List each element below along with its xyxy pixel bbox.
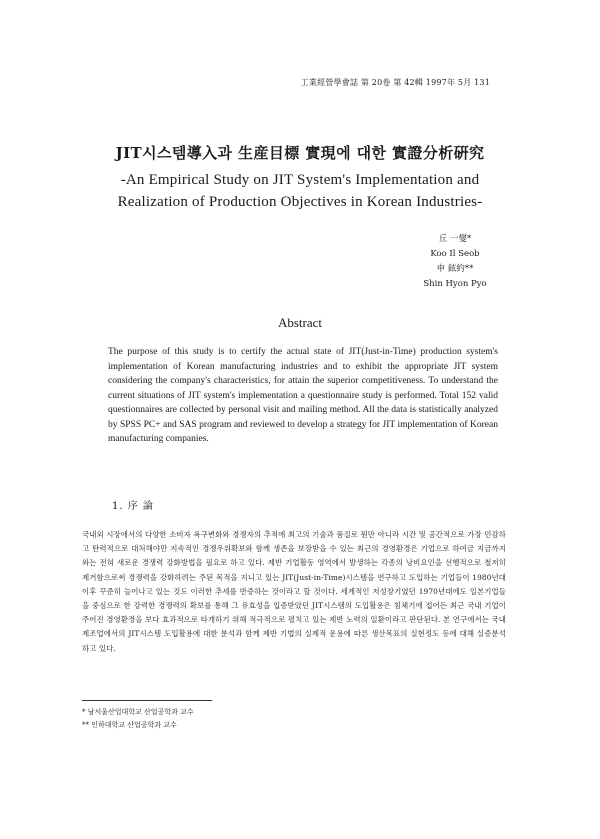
footnotes: [82, 706, 382, 732]
running-header: 工業經營學會誌 第 20卷 第 42輯 1997年 5月 131: [300, 78, 490, 87]
footnote-1: * 남서울산업대학교 산업공학과 교수: [82, 708, 194, 716]
author-2-hanja: 申 鉉約**: [436, 264, 474, 274]
footnote-divider: [82, 700, 212, 701]
abstract-heading: Abstract: [277, 315, 323, 330]
footnote-2: ** 인하대학교 산업공학과 교수: [82, 721, 177, 729]
author-block: [410, 232, 500, 292]
introduction-body: 국내외 시장에서의 다양한 소비자 욕구변화와 경쟁자의 추적에 최고의 기술과 품질로 뭔만 아니라 시간 및 공간적으로 가장 민감하고 탄력적으로 대처해야만 지속적인 경쟁우위확보와 함께 생존을 보장받을 수 있는 최근의 경영환경은 기업으로 하여금 지금까지와는 전혀 새로운 경쟁력 강화방법을 필요로 하고 있다. 제반 기업활동 영역에서 발생하는 각종의 낭비요인을 선행적으로 철저히 제거함으로써 경쟁력을 강화하려는 주된 목적을 지니고 있는 JIT(Just-in-Time)시스템을 연구하고 도입하는 기업들이 1980년대 이후 꾸준히 늘어나고 있는 것도 이러한 추세를 반증하는 것이라고 할 것이다. 세계적인 저성장기였던 1970년대에도 일본기업들을 중심으로 한 강력한 경쟁력의 확보를 통해 그 유효성을 입증받았던 JIT시스템의 도입활용은 침체기에 접어든 최근 국내 기업이 주어진 경영환경을 보다 효과적으로 타개하기 위해 적극적으로 펼치고 있는 제반 노력의 일환이라고 판단된다. 본 연구에서는 국내제조업에서의 JIT시스템 도입활용에 대한 분석과 함께 제반 기법의 실제적 운용에 따른 생산목표의 실현정도 등에 대해 실증분석하고 있다.: [82, 530, 506, 653]
english-title-line-1: -An Empirical Study on JIT System's Implementation and: [120, 172, 480, 188]
abstract-body: The purpose of this study is to certify the actual state of JIT(Just-in-Time) production system's implementation of Korean manufacturing industries and to exhibit the appropriate JIT system considering the company's characteristics, for attain the superior competitiveness. To understand the current situations of JIT system's implementation a questionnaire study is performed. Total 152 valid questionnaires are collected by personal visit and mailing method. All the data is statistically analyzed by SPSS PC+ and SAS program and reviewed to develop a strategy for JIT implementation of Korean manufacturing companies.: [108, 347, 498, 444]
author-2-roman: Shin Hyon Pyo: [423, 279, 487, 289]
title-block: [0, 142, 600, 213]
english-title-line-2: Realization of Production Objectives in Korean Industries-: [117, 194, 483, 210]
author-1-roman: Koo Il Seob: [430, 249, 480, 259]
korean-title: JIT시스템導入과 生産目標 實現에 대한 實證分析硏究: [115, 144, 485, 162]
section-heading-introduction: 1. 序 論: [112, 501, 154, 512]
author-1-hanja: 丘 一燮*: [438, 234, 472, 244]
